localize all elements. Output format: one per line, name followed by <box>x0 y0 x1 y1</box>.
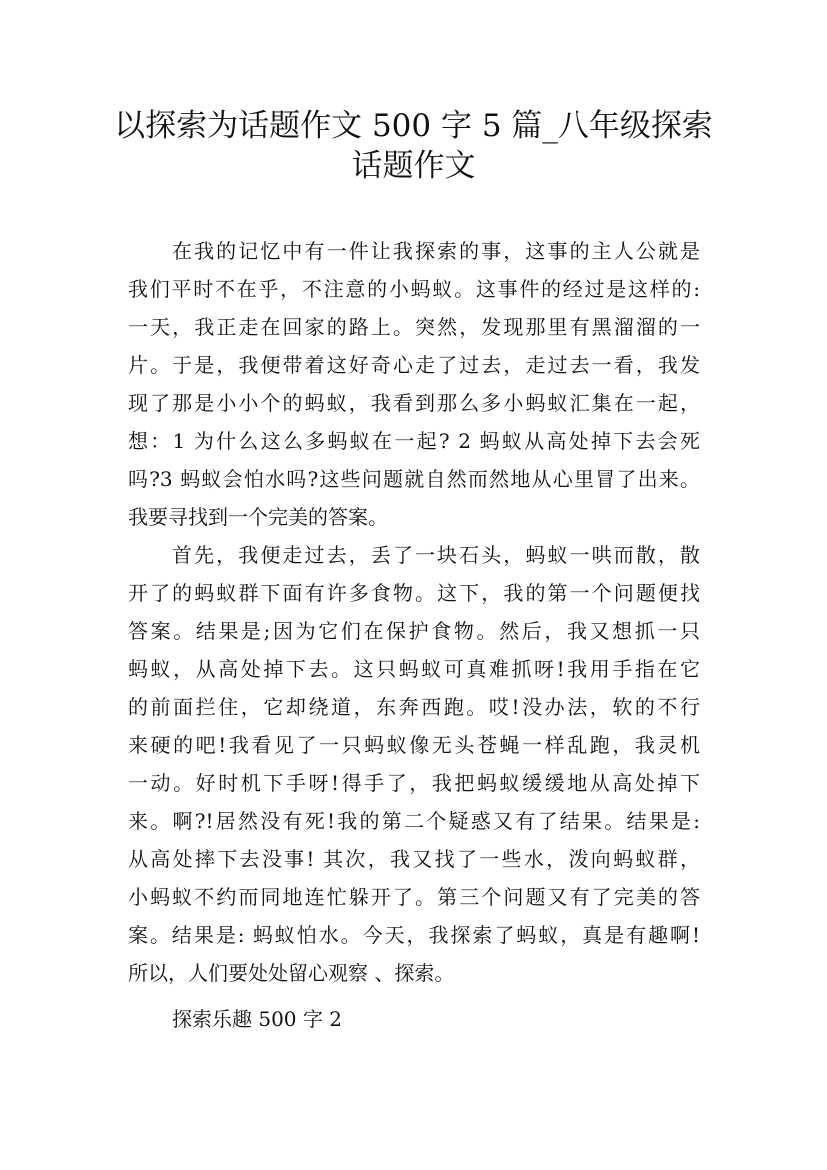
paragraph-line: 一天，我正走在回家的路上。突然，发现那里有黑溜溜的一 <box>128 315 700 339</box>
paragraph-line: 现了那是小小个的蚂蚁，我看到那么多小蚂蚁汇集在一起， <box>128 391 700 415</box>
document-title-line-2: 话题作文 <box>351 148 476 184</box>
paragraph-line: 所以，人们要处处留心观察 、探索。 <box>128 961 455 985</box>
paragraph-line: 我要寻找到一个完美的答案。 <box>128 505 388 529</box>
paragraph-line: 的前面拦住，它却绕道，东奔西跑。哎!没办法，软的不行 <box>128 695 700 719</box>
paragraph-line: 我们平时不在乎，不注意的小蚂蚁。这事件的经过是这样的: <box>128 277 700 301</box>
paragraph-line: 开了的蚂蚁群下面有许多食物。这下，我的第一个问题便找 <box>128 581 700 605</box>
paragraph-line: 答案。结果是;因为它们在保护食物。然后，我又想抓一只 <box>128 619 700 643</box>
document-title-line-1: 以探索为话题作文 500 字 5 篇_八年级探索 <box>114 108 713 144</box>
paragraph-line: 吗?3 蚂蚁会怕水吗?这些问题就自然而然地从心里冒了出来。 <box>128 467 700 491</box>
paragraph-line: 首先，我便走过去，丢了一块石头，蚂蚁一哄而散，散 <box>172 543 700 567</box>
paragraph-line: 来硬的吧!我看见了一只蚂蚁像无头苍蝇一样乱跑，我灵机 <box>128 733 700 757</box>
paragraph-line: 一动。好时机下手呀!得手了，我把蚂蚁缓缓地从高处掉下 <box>128 771 700 795</box>
paragraph-line: 小蚂蚁不约而同地连忙躲开了。第三个问题又有了完美的答 <box>128 885 700 909</box>
paragraph-line: 从高处摔下去没事! 其次，我又找了一些水，泼向蚂蚁群， <box>128 847 700 871</box>
paragraph-line: 案。结果是: 蚂蚁怕水。今天，我探索了蚂蚁，真是有趣啊! <box>128 923 700 947</box>
paragraph-line: 来。啊?!居然没有死!我的第二个疑惑又有了结果。结果是: <box>128 809 700 833</box>
paragraph-line: 在我的记忆中有一件让我探索的事，这事的主人公就是 <box>172 239 700 263</box>
paragraph-line: 蚂蚁，从高处掉下去。这只蚂蚁可真难抓呀!我用手指在它 <box>128 657 700 681</box>
section-heading: 探索乐趣 500 字 2 <box>172 1007 342 1031</box>
paragraph-line: 片。于是，我便带着这好奇心走了过去，走过去一看，我发 <box>128 353 700 377</box>
paragraph-line: 想：1 为什么这么多蚂蚁在一起? 2 蚂蚁从高处掉下去会死 <box>128 429 700 453</box>
